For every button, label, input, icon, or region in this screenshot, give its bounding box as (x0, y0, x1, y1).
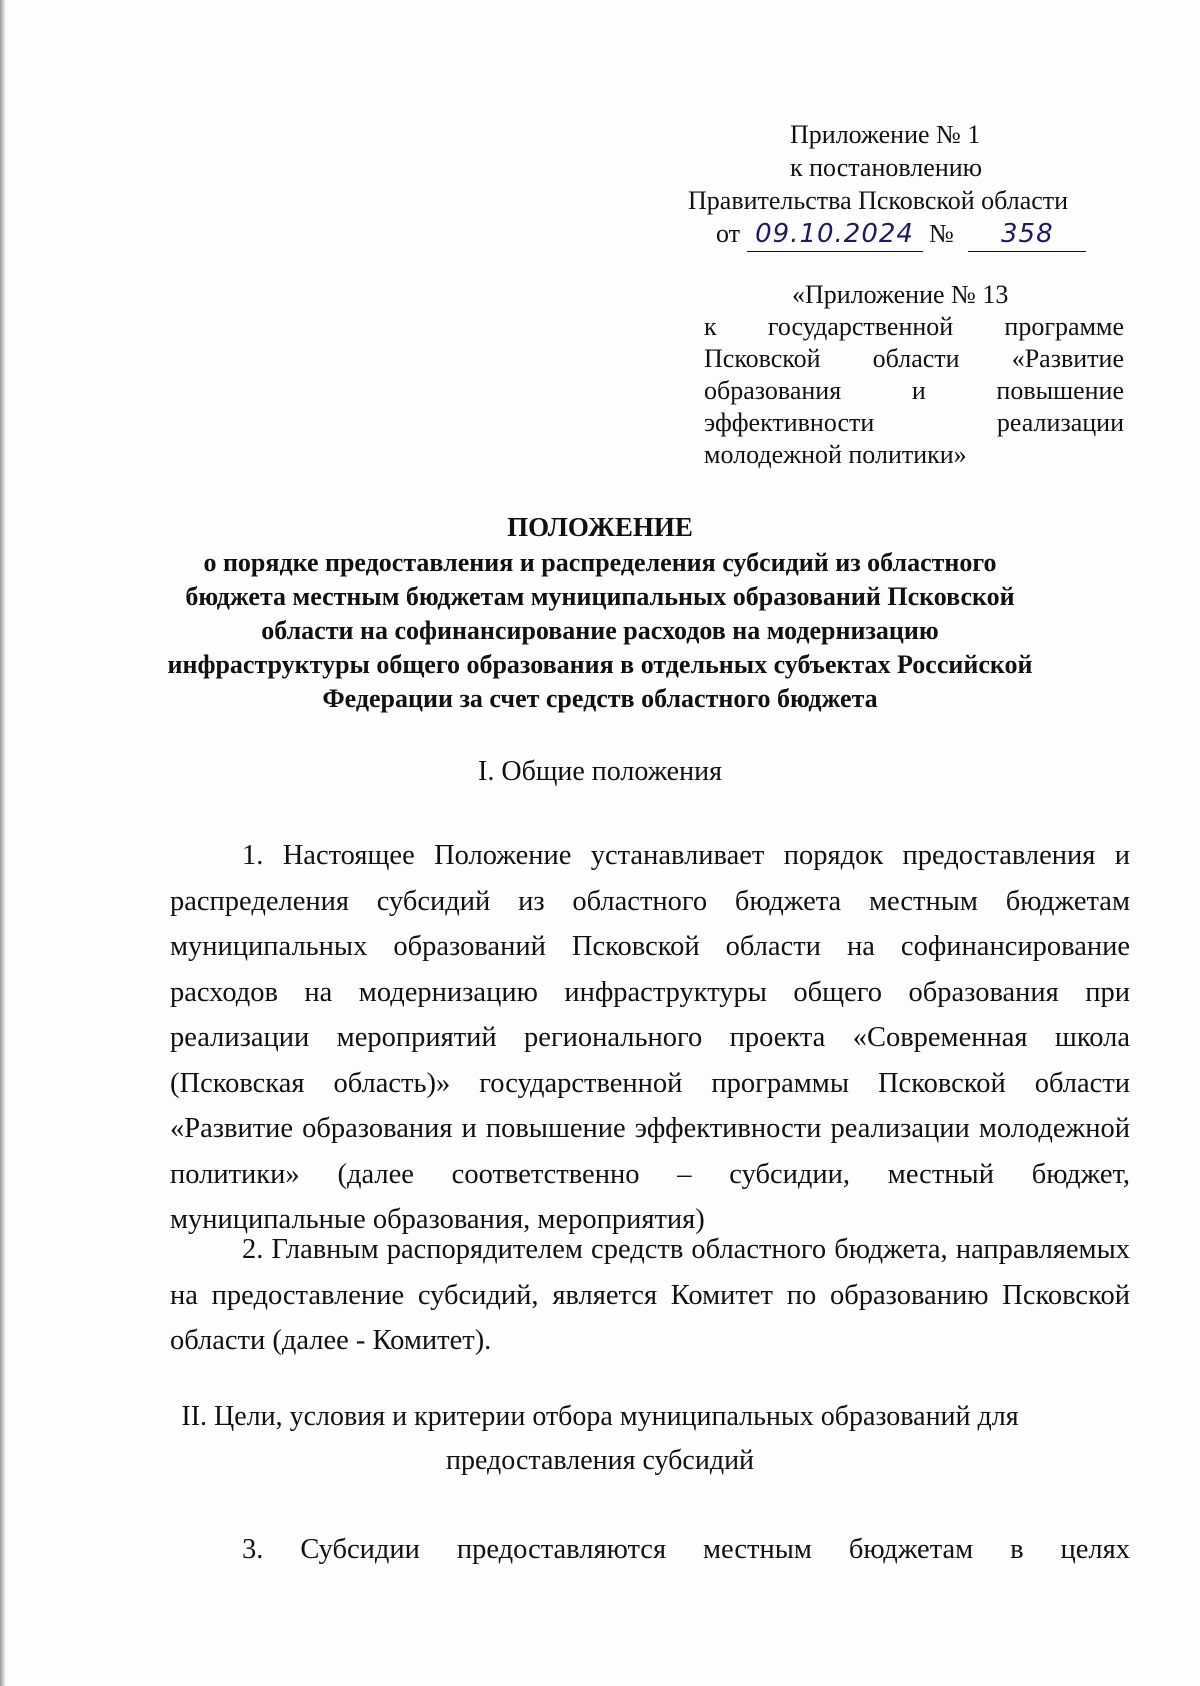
section-2-heading-line-1: II. Цели, условия и критерии отбора муниципальных образований для (181, 1401, 1019, 1432)
title-main: ПОЛОЖЕНИЕ (507, 512, 693, 542)
title-line-1: о порядке предоставления и распределения субсидий из областного (203, 548, 997, 577)
approval-line-1: Приложение № 1 (790, 120, 981, 149)
title-line-3: области на софинансирование расходов на модернизацию (261, 616, 939, 645)
paragraph-1: 1. Настоящее Положение устанавливает порядок предоставления и распределения субсидий из областного бюджета местным бюджетам муниципальных образований Псковской области на софинансирование расходов на модернизацию инфраструктуры общего образования при реализации мероприятий регионального проекта «Современная школа (Псковская область)» государственной программы Псковской области «Развитие образования и повышение эффективности реализации молодежной политики» (далее соответственно – субсидии, местный бюджет, муниципальные образования, мероприятия) (170, 840, 1130, 1235)
title-line-4: инфраструктуры общего образования в отдельных субъектах Российской (167, 650, 1033, 679)
section-2-heading-line-2: предоставления субсидий (445, 1445, 755, 1476)
appendix-reference-body: к государственной программе Псковской области «Развитие образования и повышение эффективности реализации молодежной политики» (704, 312, 1124, 469)
appendix-reference-title: «Приложение № 13 (792, 280, 1009, 309)
approval-date-prefix: от (716, 219, 741, 248)
approval-line-2: к постановлению (790, 153, 983, 182)
handwritten-number: 358 (968, 218, 1086, 252)
paragraph-3: 3. Субсидии предоставляются местным бюджетам в целях (242, 1534, 1130, 1565)
approval-date-number-line (716, 217, 1086, 252)
title-line-2: бюджета местным бюджетам муниципальных образований Псковской (185, 582, 1015, 611)
section-1-heading: I. Общие положения (478, 756, 722, 787)
handwritten-date: 09.10.2024 (747, 218, 923, 252)
title-line-5: Федерации за счет средств областного бюджета (322, 684, 878, 713)
scan-edge (0, 0, 6, 1686)
section-2-heading (170, 1395, 1030, 1483)
appendix-reference (704, 279, 1124, 471)
paragraph-2: 2. Главным распорядителем средств областного бюджета, направляемых на предоставление субсидий, является Комитет по образованию Псковской области (далее - Комитет). (170, 1234, 1130, 1356)
number-sign: № (929, 219, 954, 248)
document-title (150, 510, 1050, 716)
approval-line-3: Правительства Псковской области (688, 186, 1069, 215)
